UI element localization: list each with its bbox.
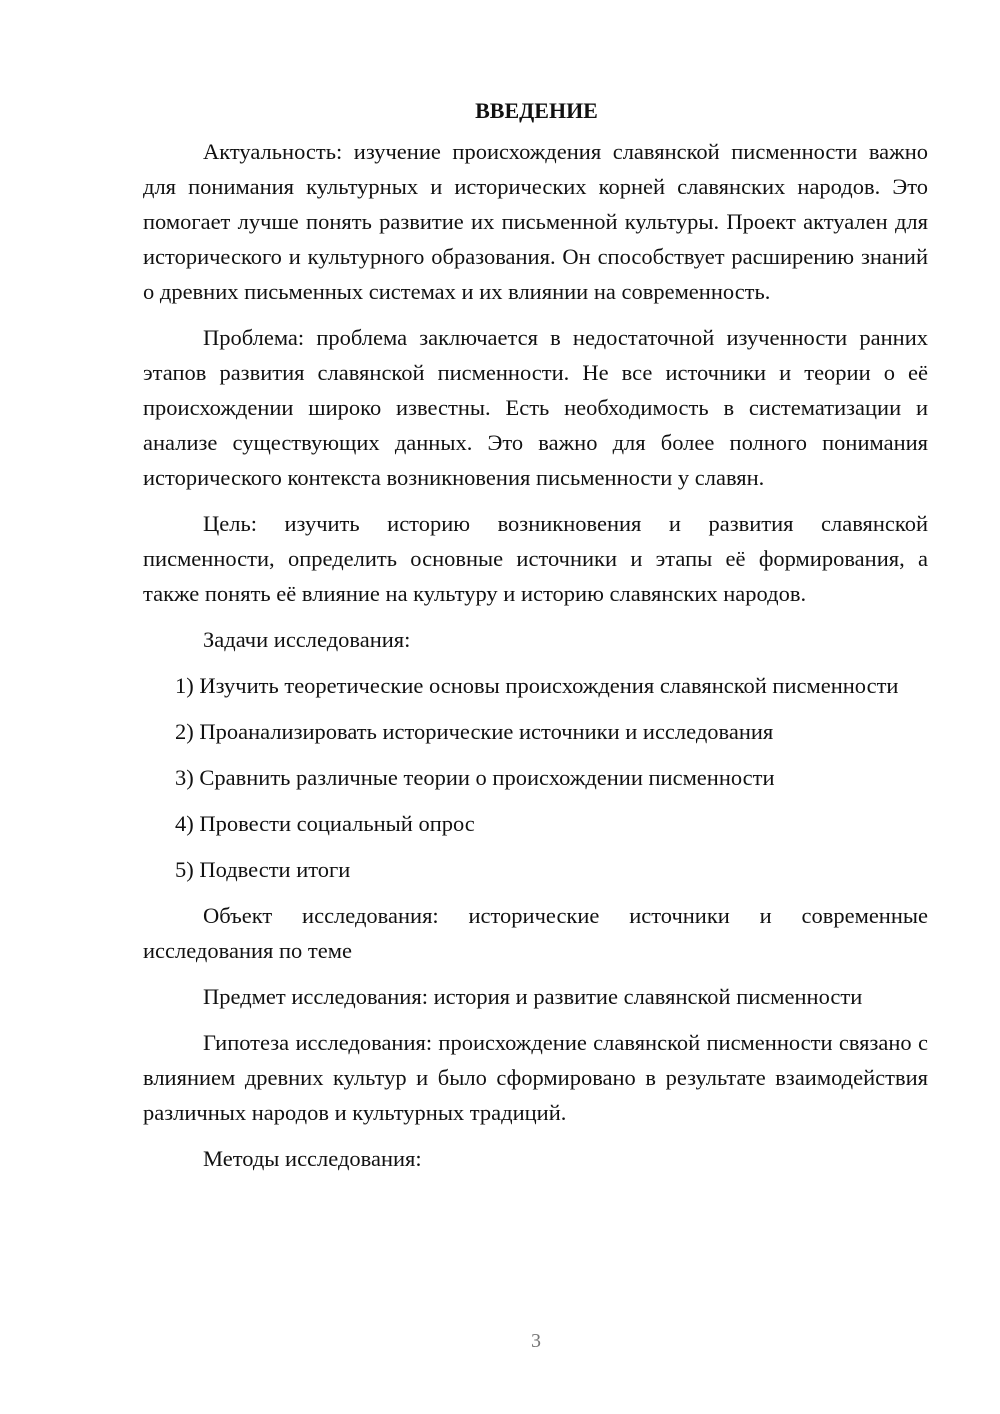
page-content: [143, 94, 928, 1187]
paragraph-subject: Предмет исследования: история и развитие славянской писменности: [203, 984, 863, 1009]
paragraph-relevance: Актуальность: изучение происхождения славянской писменности важно для понимания культурных и исторических корней славянских народов. Это помогает лучше понять развитие их письменной культуры. Проект актуален для исторического и культурного образования. Он способствует расширению знаний о древних письменных системах и их влиянии на современность.: [143, 139, 928, 304]
task-item-4: 4) Провести социальный опрос: [175, 811, 475, 836]
paragraph-problem: Проблема: проблема заключается в недостаточной изученности ранних этапов развития славянской писменности. Не все источники и теории о её происхождении широко известны. Есть необходимость в систематизации и анализе существующих данных. Это важно для более полного понимания исторического контекста возникновения письменности у славян.: [143, 325, 928, 490]
tasks-list: [143, 668, 928, 887]
paragraph-hypothesis: Гипотеза исследования: происхождение славянской писменности связано с влиянием древних культур и было сформировано в результате взаимодействия различных народов и культурных традиций.: [143, 1030, 928, 1125]
task-item-3: 3) Сравнить различные теории о происхождении писменности: [175, 765, 775, 790]
page-title: ВВЕДЕНИЕ: [475, 98, 598, 123]
paragraph-object: Объект исследования: исторические источники и современные исследования по теме: [143, 903, 928, 963]
tasks-heading: Задачи исследования:: [203, 627, 411, 652]
page-number: 3: [531, 1330, 541, 1352]
task-item-1: 1) Изучить теоретические основы происхождения славянской писменности: [175, 673, 899, 698]
task-item-5: 5) Подвести итоги: [175, 857, 351, 882]
task-item-2: 2) Проанализировать исторические источники и исследования: [175, 719, 774, 744]
methods-heading: Методы исследования:: [203, 1146, 422, 1171]
paragraph-goal: Цель: изучить историю возникновения и развития славянской писменности, определить основные источники и этапы её формирования, а также понять её влияние на культуру и историю славянских народов.: [143, 511, 928, 606]
